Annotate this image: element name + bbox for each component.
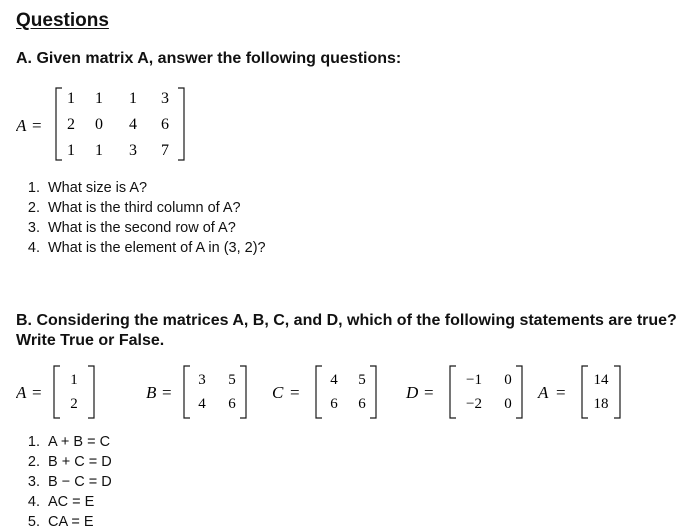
svg-text:A: A <box>16 383 27 402</box>
svg-text:5: 5 <box>358 372 366 388</box>
svg-text:6: 6 <box>330 396 338 412</box>
list-item: 2. B + C = D <box>27 454 112 470</box>
svg-text:3: 3 <box>198 372 206 388</box>
svg-text:D: D <box>406 383 419 402</box>
matrix-a-cell: 3 <box>161 90 169 107</box>
matrix-a-cell: 2 <box>67 116 75 133</box>
svg-text:6: 6 <box>358 396 366 412</box>
svg-text:1: 1 <box>70 372 78 388</box>
svg-text:5: 5 <box>228 372 236 388</box>
section-b-heading: B. Considering the matrices A, B, C, and D, which of the following statements are true? Write True or False. <box>16 312 677 349</box>
matrix-b-b <box>146 366 246 418</box>
page-title: Questions <box>16 10 109 31</box>
statement-list <box>16 432 112 532</box>
svg-text:14: 14 <box>593 372 609 388</box>
matrix-a-cell: 3 <box>129 142 137 159</box>
svg-text:6: 6 <box>228 396 236 412</box>
svg-text:18: 18 <box>593 396 609 412</box>
matrix-a-svg <box>16 84 216 164</box>
matrix-a-cell: 1 <box>95 90 103 107</box>
matrix-b-d <box>405 366 522 418</box>
list-item: 1. A + B = C <box>27 434 111 450</box>
matrix-a-cell: 1 <box>129 90 137 107</box>
matrix-a-eq: = <box>32 116 42 135</box>
svg-text:=: = <box>290 383 300 402</box>
question-list <box>16 178 266 258</box>
list-item: 2. What is the third column of A? <box>27 200 241 216</box>
svg-text:=: = <box>424 383 434 402</box>
matrix-a-cell: 1 <box>67 90 75 107</box>
svg-text:=: = <box>32 383 42 402</box>
svg-text:=: = <box>556 383 566 402</box>
list-item: 4. AC = E <box>27 494 95 510</box>
matrix-a-cell: 0 <box>95 116 103 133</box>
section-a-heading: A. Given matrix A, answer the following questions: <box>16 50 402 67</box>
svg-text:4: 4 <box>330 372 338 388</box>
left-bracket <box>56 88 62 160</box>
matrices-row <box>16 364 656 420</box>
svg-text:−1: −1 <box>466 372 482 388</box>
matrix-a-cell: 6 <box>161 116 169 133</box>
matrix-a-cell: 4 <box>129 116 137 133</box>
list-item: 1. What size is A? <box>27 180 148 196</box>
svg-text:2: 2 <box>70 396 78 412</box>
list-item: 3. B − C = D <box>27 474 112 490</box>
right-bracket <box>178 88 184 160</box>
svg-text:C: C <box>272 383 284 402</box>
list-item: 3. What is the second row of A? <box>27 220 236 236</box>
svg-text:−2: −2 <box>466 396 482 412</box>
matrix-b-c <box>272 366 376 418</box>
matrix-a-equation <box>16 84 216 164</box>
svg-text:A: A <box>538 383 549 402</box>
svg-text:0: 0 <box>504 372 512 388</box>
svg-text:B: B <box>146 383 157 402</box>
matrices-svg <box>16 364 656 420</box>
matrix-a-cell: 1 <box>95 142 103 159</box>
list-item: 5. CA = E <box>27 514 94 530</box>
matrix-a-name: A <box>16 116 27 135</box>
svg-text:=: = <box>162 383 172 402</box>
matrix-a-cell: 1 <box>67 142 75 159</box>
matrix-b-a2 <box>537 366 620 418</box>
svg-text:0: 0 <box>504 396 512 412</box>
matrix-a-cell: 7 <box>161 142 169 159</box>
matrix-b-a <box>16 366 94 418</box>
svg-text:4: 4 <box>198 396 206 412</box>
list-item: 4. What is the element of A in (3, 2)? <box>27 240 266 256</box>
